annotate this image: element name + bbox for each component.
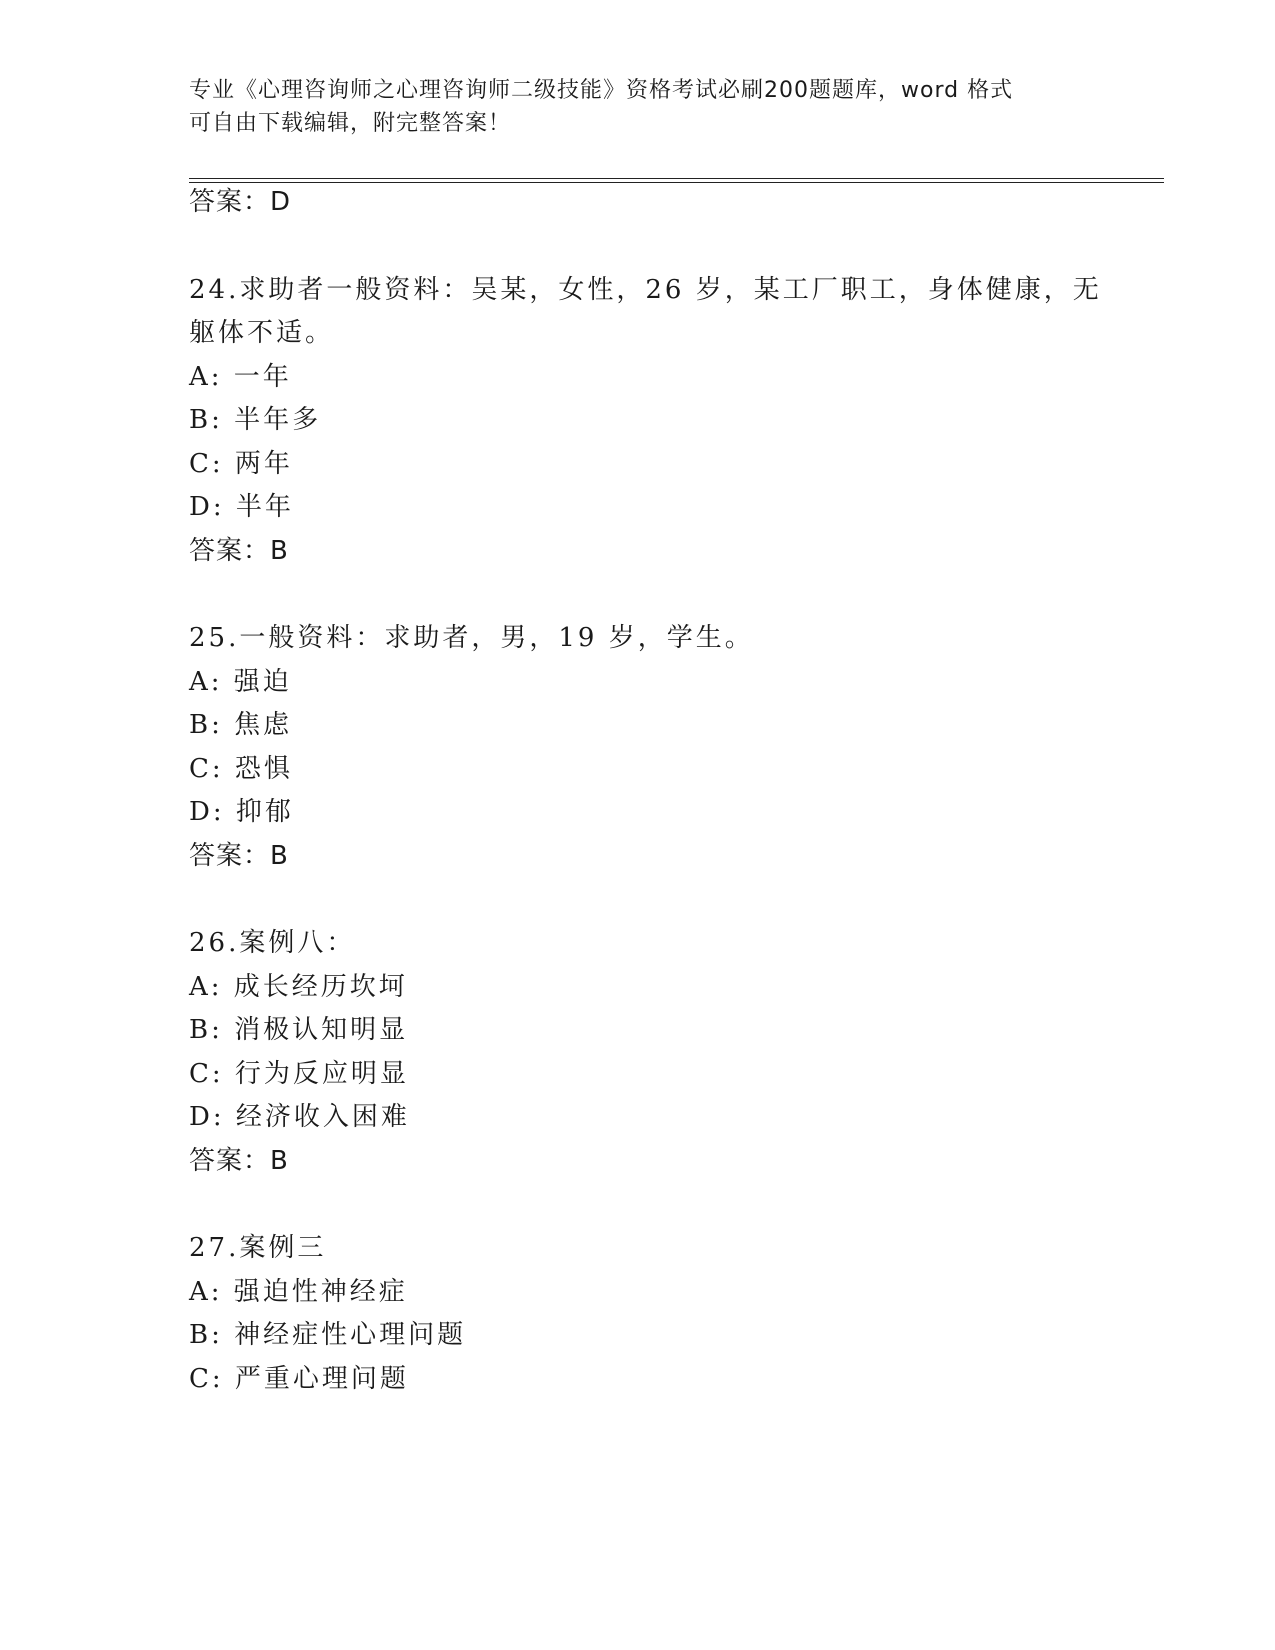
option-c: C: 严重心理问题 <box>189 1364 409 1394</box>
answer-line: 答案：B <box>189 1146 289 1176</box>
option-d: D: 抑郁 <box>189 797 294 827</box>
option-a: A: 一年 <box>189 362 292 392</box>
option-b: B: 焦虑 <box>189 710 293 740</box>
option-b: B: 神经症性心理问题 <box>189 1320 467 1350</box>
answer-line: 答案：D <box>189 187 292 217</box>
option-c: C: 两年 <box>189 449 293 479</box>
option-a: A: 成长经历坎坷 <box>189 972 408 1002</box>
question-stem: 25.一般资料：求助者，男，19 岁，学生。 <box>189 623 754 653</box>
header-line-1: 专业《心理咨询师之心理咨询师二级技能》资格考试必刷200题题库，word 格式 <box>189 78 1014 103</box>
answer-line: 答案：B <box>189 536 289 566</box>
answer-line: 答案：B <box>189 841 289 871</box>
question-stem: 26.案例八： <box>189 928 356 958</box>
header-divider-top <box>189 178 1164 179</box>
question-stem-continued: 躯体不适。 <box>189 318 335 348</box>
option-a: A: 强迫性神经症 <box>189 1277 408 1307</box>
option-d: D: 经济收入困难 <box>189 1102 410 1132</box>
option-d: D: 半年 <box>189 492 294 522</box>
question-stem: 24.求助者一般资料：吴某，女性，26 岁，某工厂职工，身体健康，无 <box>189 275 1102 305</box>
header-divider-bottom <box>189 182 1164 183</box>
option-a: A: 强迫 <box>189 667 292 697</box>
document-header <box>189 74 1089 140</box>
header-line-2: 可自由下载编辑，附完整答案！ <box>189 111 512 136</box>
option-c: C: 恐惧 <box>189 754 293 784</box>
question-stem: 27.案例三 <box>189 1233 327 1263</box>
option-b: B: 半年多 <box>189 405 322 435</box>
option-b: B: 消极认知明显 <box>189 1015 409 1045</box>
option-c: C: 行为反应明显 <box>189 1059 409 1089</box>
